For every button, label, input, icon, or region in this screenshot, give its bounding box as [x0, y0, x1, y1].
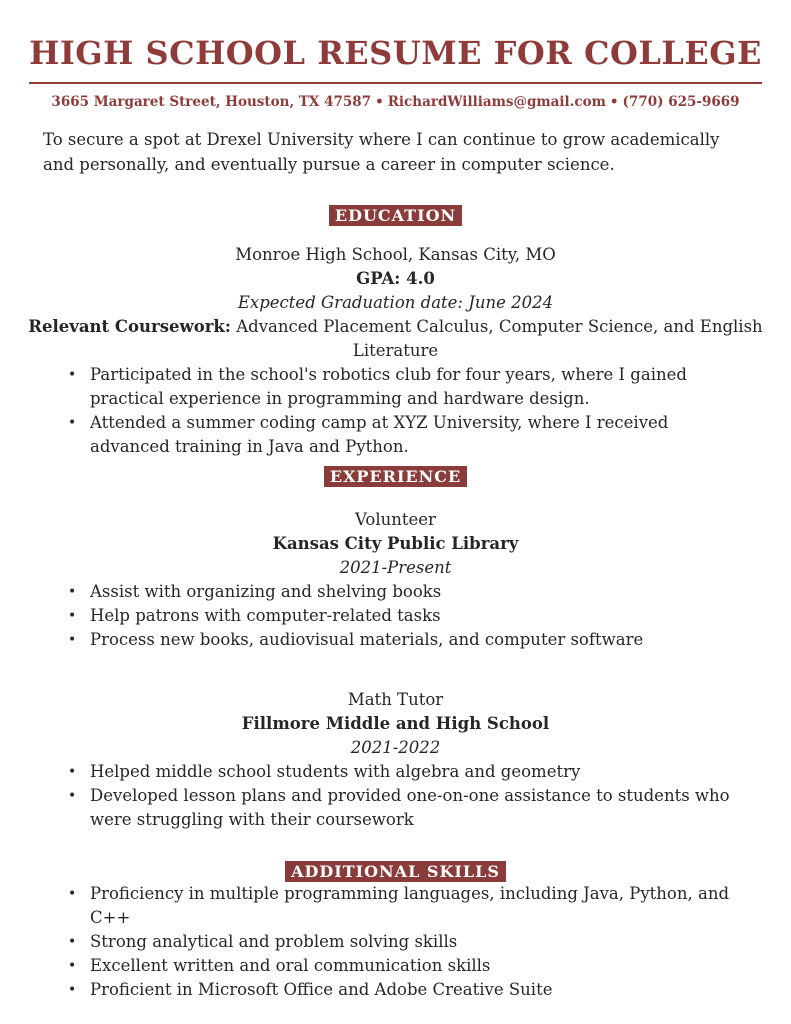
additional-skills-section-heading-row — [0, 861, 791, 882]
list-item: • Assist with organizing and shelving books — [68, 580, 748, 604]
entry-role: Math Tutor — [347, 690, 444, 709]
contact-separator: • — [375, 94, 384, 110]
entry-organization: Fillmore Middle and High School — [241, 714, 550, 733]
education-section-heading: EDUCATION — [329, 205, 462, 226]
additional-skills-section-heading: ADDITIONAL SKILLS — [285, 861, 506, 882]
contact-phone: (770) 625-9669 — [622, 94, 740, 110]
experience-entry-header — [0, 508, 791, 580]
experience-section-heading-row — [0, 466, 791, 487]
list-item: • Helped middle school students with algebra and geometry — [68, 760, 748, 784]
contact-line — [0, 94, 791, 110]
education-coursework-line — [0, 315, 791, 363]
additional-skills-bullet-list — [43, 882, 748, 1002]
list-item: • Attended a summer coding camp at XYZ University, where I received advanced training in Java and Python. — [68, 411, 748, 459]
education-bullet-list — [43, 363, 748, 459]
list-item: • Proficient in Microsoft Office and Adobe Creative Suite — [68, 978, 748, 1002]
list-item: • Participated in the school's robotics club for four years, where I gained practical experience in programming and hardware design. — [68, 363, 748, 411]
list-item: • Help patrons with computer-related tasks — [68, 604, 748, 628]
education-school-line: Monroe High School, Kansas City, MO — [235, 245, 556, 264]
education-section-heading-row — [0, 205, 791, 226]
list-item: • Excellent written and oral communication skills — [68, 954, 748, 978]
list-item: • Proficiency in multiple programming languages, including Java, Python, and C++ — [68, 882, 748, 930]
title-divider — [29, 82, 762, 84]
education-gpa-line: GPA: 4.0 — [356, 269, 435, 288]
entry-role: Volunteer — [355, 510, 436, 529]
experience-bullet-list — [43, 760, 748, 832]
objective-text: To secure a spot at Drexel University where I can continue to grow academically and personally, and eventually pursue a career in computer science. — [43, 130, 720, 174]
list-item: • Strong analytical and problem solving skills — [68, 930, 748, 954]
experience-section-heading: EXPERIENCE — [324, 466, 467, 487]
education-graduation-line: Expected Graduation date: June 2024 — [237, 293, 554, 312]
experience-bullet-list — [43, 580, 748, 652]
entry-dates: 2021-Present — [339, 558, 452, 577]
experience-entry-header — [0, 688, 791, 760]
coursework-label: Relevant Coursework: — [28, 317, 231, 336]
education-details — [0, 243, 791, 363]
entry-organization: Kansas City Public Library — [272, 534, 519, 553]
coursework-text: Advanced Placement Calculus, Computer Science, and English Literature — [230, 317, 763, 360]
list-item: • Developed lesson plans and provided one-on-one assistance to students who were struggling with their coursework — [68, 784, 748, 832]
page-title: HIGH SCHOOL RESUME FOR COLLEGE — [29, 34, 762, 72]
contact-separator: • — [609, 94, 619, 110]
contact-address: 3665 Margaret Street, Houston, TX 47587 — [51, 94, 372, 110]
list-item: • Process new books, audiovisual materials, and computer software — [68, 628, 748, 652]
entry-dates: 2021-2022 — [350, 738, 441, 757]
contact-email: RichardWilliams@gmail.com — [387, 94, 606, 110]
